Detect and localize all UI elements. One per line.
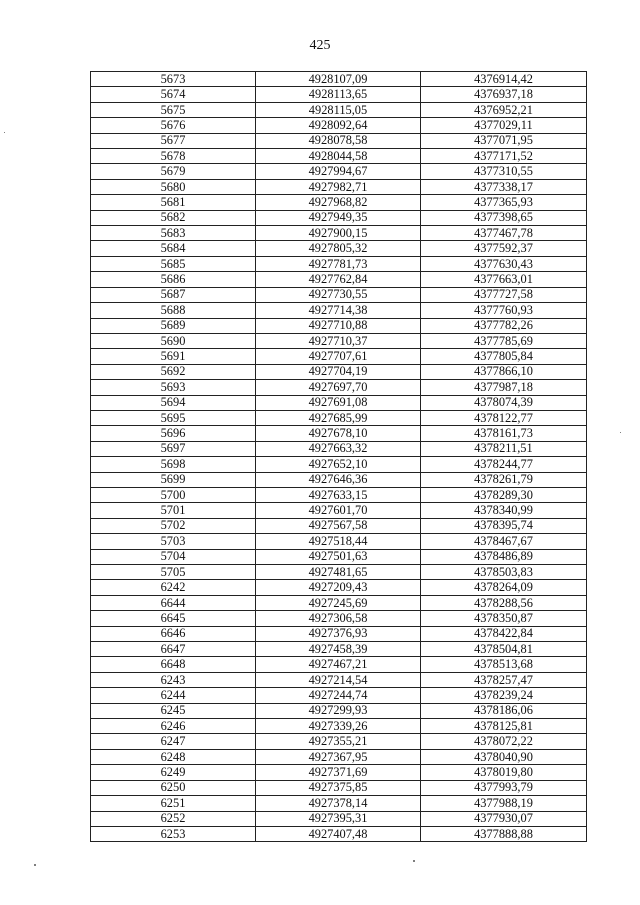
- point-number-cell: 5682: [91, 210, 256, 225]
- point-number-cell: 5700: [91, 487, 256, 502]
- y-coordinate-cell: 4378257,47: [421, 672, 587, 687]
- point-number-cell: 5673: [91, 72, 256, 87]
- x-coordinate-cell: 4927710,88: [256, 318, 421, 333]
- table-row: [91, 210, 587, 225]
- x-coordinate-cell: 4927375,85: [256, 780, 421, 795]
- x-coordinate-cell: 4927704,19: [256, 364, 421, 379]
- y-coordinate-cell: 4378513,68: [421, 657, 587, 672]
- x-coordinate-cell: 4927567,58: [256, 518, 421, 533]
- table-row: [91, 164, 587, 179]
- point-number-cell: 5704: [91, 549, 256, 564]
- y-coordinate-cell: 4378395,74: [421, 518, 587, 533]
- point-number-cell: 5683: [91, 226, 256, 241]
- table-row: [91, 472, 587, 487]
- x-coordinate-cell: 4927710,37: [256, 333, 421, 348]
- point-number-cell: 5676: [91, 118, 256, 133]
- table-row: [91, 318, 587, 333]
- x-coordinate-cell: 4927467,21: [256, 657, 421, 672]
- point-number-cell: 6245: [91, 703, 256, 718]
- x-coordinate-cell: 4927707,61: [256, 349, 421, 364]
- point-number-cell: 6249: [91, 765, 256, 780]
- point-number-cell: 5691: [91, 349, 256, 364]
- point-number-cell: 6252: [91, 811, 256, 826]
- table-row: [91, 395, 587, 410]
- y-coordinate-cell: 4377310,55: [421, 164, 587, 179]
- x-coordinate-cell: 4928078,58: [256, 133, 421, 148]
- y-coordinate-cell: 4377930,07: [421, 811, 587, 826]
- x-coordinate-cell: 4927355,21: [256, 734, 421, 749]
- point-number-cell: 5685: [91, 256, 256, 271]
- table-row: [91, 749, 587, 764]
- x-coordinate-cell: 4927633,15: [256, 487, 421, 502]
- point-number-cell: 6644: [91, 595, 256, 610]
- x-coordinate-cell: 4927245,69: [256, 595, 421, 610]
- x-coordinate-cell: 4927339,26: [256, 719, 421, 734]
- table-row: [91, 534, 587, 549]
- y-coordinate-cell: 4378422,84: [421, 626, 587, 641]
- y-coordinate-cell: 4378486,89: [421, 549, 587, 564]
- y-coordinate-cell: 4378186,06: [421, 703, 587, 718]
- y-coordinate-cell: 4377338,17: [421, 179, 587, 194]
- point-number-cell: 6253: [91, 826, 256, 841]
- y-coordinate-cell: 4377467,78: [421, 226, 587, 241]
- point-number-cell: 5678: [91, 149, 256, 164]
- y-coordinate-cell: 4377592,37: [421, 241, 587, 256]
- point-number-cell: 6646: [91, 626, 256, 641]
- table-row: [91, 565, 587, 580]
- y-coordinate-cell: 4377987,18: [421, 380, 587, 395]
- point-number-cell: 5696: [91, 426, 256, 441]
- point-number-cell: 5702: [91, 518, 256, 533]
- x-coordinate-cell: 4927949,35: [256, 210, 421, 225]
- y-coordinate-cell: 4378244,77: [421, 457, 587, 472]
- y-coordinate-cell: 4377071,95: [421, 133, 587, 148]
- x-coordinate-cell: 4927214,54: [256, 672, 421, 687]
- point-number-cell: 5698: [91, 457, 256, 472]
- y-coordinate-cell: 4378504,81: [421, 642, 587, 657]
- x-coordinate-cell: 4927982,71: [256, 179, 421, 194]
- x-coordinate-cell: 4927299,93: [256, 703, 421, 718]
- point-number-cell: 5705: [91, 565, 256, 580]
- x-coordinate-cell: 4927714,38: [256, 303, 421, 318]
- point-number-cell: 6647: [91, 642, 256, 657]
- table-row: [91, 826, 587, 841]
- table-row: [91, 195, 587, 210]
- table-row: [91, 303, 587, 318]
- scan-speck: [413, 860, 415, 862]
- table-row: [91, 595, 587, 610]
- scan-speck: [620, 432, 621, 433]
- point-number-cell: 5694: [91, 395, 256, 410]
- y-coordinate-cell: 4378350,87: [421, 611, 587, 626]
- table-row: [91, 426, 587, 441]
- x-coordinate-cell: 4927646,36: [256, 472, 421, 487]
- point-number-cell: 6648: [91, 657, 256, 672]
- y-coordinate-cell: 4377663,01: [421, 272, 587, 287]
- y-coordinate-cell: 4378040,90: [421, 749, 587, 764]
- x-coordinate-cell: 4928092,64: [256, 118, 421, 133]
- table-row: [91, 580, 587, 595]
- table-row: [91, 780, 587, 795]
- x-coordinate-cell: 4927481,65: [256, 565, 421, 580]
- x-coordinate-cell: 4927244,74: [256, 688, 421, 703]
- table-row: [91, 364, 587, 379]
- point-number-cell: 5674: [91, 87, 256, 102]
- y-coordinate-cell: 4377866,10: [421, 364, 587, 379]
- y-coordinate-cell: 4377760,93: [421, 303, 587, 318]
- y-coordinate-cell: 4376914,42: [421, 72, 587, 87]
- x-coordinate-cell: 4928107,09: [256, 72, 421, 87]
- y-coordinate-cell: 4378239,24: [421, 688, 587, 703]
- point-number-cell: 5681: [91, 195, 256, 210]
- y-coordinate-cell: 4378503,83: [421, 565, 587, 580]
- y-coordinate-cell: 4378019,80: [421, 765, 587, 780]
- x-coordinate-cell: 4927900,15: [256, 226, 421, 241]
- coordinates-table-body: [91, 72, 587, 842]
- x-coordinate-cell: 4927730,55: [256, 287, 421, 302]
- y-coordinate-cell: 4377805,84: [421, 349, 587, 364]
- x-coordinate-cell: 4928113,65: [256, 87, 421, 102]
- point-number-cell: 6645: [91, 611, 256, 626]
- table-row: [91, 272, 587, 287]
- x-coordinate-cell: 4928044,58: [256, 149, 421, 164]
- x-coordinate-cell: 4927376,93: [256, 626, 421, 641]
- table-row: [91, 333, 587, 348]
- point-number-cell: 5680: [91, 179, 256, 194]
- table-row: [91, 380, 587, 395]
- table-row: [91, 642, 587, 657]
- table-row: [91, 87, 587, 102]
- table-row: [91, 441, 587, 456]
- table-row: [91, 133, 587, 148]
- x-coordinate-cell: 4927685,99: [256, 410, 421, 425]
- table-row: [91, 703, 587, 718]
- x-coordinate-cell: 4927395,31: [256, 811, 421, 826]
- table-row: [91, 734, 587, 749]
- point-number-cell: 5690: [91, 333, 256, 348]
- table-row: [91, 487, 587, 502]
- y-coordinate-cell: 4378340,99: [421, 503, 587, 518]
- point-number-cell: 5697: [91, 441, 256, 456]
- point-number-cell: 6250: [91, 780, 256, 795]
- x-coordinate-cell: 4927781,73: [256, 256, 421, 271]
- y-coordinate-cell: 4377365,93: [421, 195, 587, 210]
- y-coordinate-cell: 4378074,39: [421, 395, 587, 410]
- y-coordinate-cell: 4377993,79: [421, 780, 587, 795]
- y-coordinate-cell: 4378467,67: [421, 534, 587, 549]
- point-number-cell: 6248: [91, 749, 256, 764]
- y-coordinate-cell: 4377888,88: [421, 826, 587, 841]
- x-coordinate-cell: 4927663,32: [256, 441, 421, 456]
- x-coordinate-cell: 4928115,05: [256, 102, 421, 117]
- y-coordinate-cell: 4377727,58: [421, 287, 587, 302]
- point-number-cell: 5675: [91, 102, 256, 117]
- point-number-cell: 6246: [91, 719, 256, 734]
- x-coordinate-cell: 4927407,48: [256, 826, 421, 841]
- y-coordinate-cell: 4378264,09: [421, 580, 587, 595]
- scan-speck: [4, 132, 5, 133]
- point-number-cell: 6247: [91, 734, 256, 749]
- y-coordinate-cell: 4378288,56: [421, 595, 587, 610]
- y-coordinate-cell: 4376952,21: [421, 102, 587, 117]
- table-row: [91, 688, 587, 703]
- scan-speck: [34, 864, 36, 866]
- x-coordinate-cell: 4927518,44: [256, 534, 421, 549]
- point-number-cell: 5693: [91, 380, 256, 395]
- y-coordinate-cell: 4378211,51: [421, 441, 587, 456]
- x-coordinate-cell: 4927378,14: [256, 796, 421, 811]
- y-coordinate-cell: 4378072,22: [421, 734, 587, 749]
- table-row: [91, 765, 587, 780]
- page-number: 425: [309, 38, 331, 53]
- y-coordinate-cell: 4376937,18: [421, 87, 587, 102]
- point-number-cell: 5687: [91, 287, 256, 302]
- table-row: [91, 811, 587, 826]
- table-row: [91, 72, 587, 87]
- y-coordinate-cell: 4377171,52: [421, 149, 587, 164]
- table-row: [91, 719, 587, 734]
- y-coordinate-cell: 4377029,11: [421, 118, 587, 133]
- y-coordinate-cell: 4378161,73: [421, 426, 587, 441]
- x-coordinate-cell: 4927601,70: [256, 503, 421, 518]
- table-row: [91, 149, 587, 164]
- x-coordinate-cell: 4927652,10: [256, 457, 421, 472]
- x-coordinate-cell: 4927367,95: [256, 749, 421, 764]
- table-row: [91, 626, 587, 641]
- x-coordinate-cell: 4927209,43: [256, 580, 421, 595]
- point-number-cell: 5695: [91, 410, 256, 425]
- point-number-cell: 5677: [91, 133, 256, 148]
- x-coordinate-cell: 4927968,82: [256, 195, 421, 210]
- table-row: [91, 410, 587, 425]
- table-row: [91, 549, 587, 564]
- y-coordinate-cell: 4378261,79: [421, 472, 587, 487]
- table-row: [91, 503, 587, 518]
- table-row: [91, 226, 587, 241]
- point-number-cell: 5688: [91, 303, 256, 318]
- x-coordinate-cell: 4927371,69: [256, 765, 421, 780]
- y-coordinate-cell: 4377785,69: [421, 333, 587, 348]
- point-number-cell: 5684: [91, 241, 256, 256]
- x-coordinate-cell: 4927697,70: [256, 380, 421, 395]
- table-row: [91, 518, 587, 533]
- y-coordinate-cell: 4378289,30: [421, 487, 587, 502]
- y-coordinate-cell: 4377988,19: [421, 796, 587, 811]
- x-coordinate-cell: 4927458,39: [256, 642, 421, 657]
- y-coordinate-cell: 4377782,26: [421, 318, 587, 333]
- point-number-cell: 5699: [91, 472, 256, 487]
- table-row: [91, 102, 587, 117]
- table-row: [91, 457, 587, 472]
- point-number-cell: 6242: [91, 580, 256, 595]
- point-number-cell: 5686: [91, 272, 256, 287]
- x-coordinate-cell: 4927306,58: [256, 611, 421, 626]
- x-coordinate-cell: 4927678,10: [256, 426, 421, 441]
- point-number-cell: 5689: [91, 318, 256, 333]
- coordinates-table: [90, 71, 587, 842]
- y-coordinate-cell: 4377630,43: [421, 256, 587, 271]
- point-number-cell: 5703: [91, 534, 256, 549]
- table-row: [91, 672, 587, 687]
- table-row: [91, 241, 587, 256]
- point-number-cell: 6244: [91, 688, 256, 703]
- table-row: [91, 118, 587, 133]
- point-number-cell: 5679: [91, 164, 256, 179]
- x-coordinate-cell: 4927501,63: [256, 549, 421, 564]
- point-number-cell: 6243: [91, 672, 256, 687]
- x-coordinate-cell: 4927762,84: [256, 272, 421, 287]
- table-row: [91, 657, 587, 672]
- table-row: [91, 349, 587, 364]
- point-number-cell: 5692: [91, 364, 256, 379]
- table-row: [91, 796, 587, 811]
- x-coordinate-cell: 4927691,08: [256, 395, 421, 410]
- x-coordinate-cell: 4927805,32: [256, 241, 421, 256]
- point-number-cell: 6251: [91, 796, 256, 811]
- table-row: [91, 611, 587, 626]
- point-number-cell: 5701: [91, 503, 256, 518]
- y-coordinate-cell: 4378125,81: [421, 719, 587, 734]
- table-row: [91, 287, 587, 302]
- table-row: [91, 179, 587, 194]
- x-coordinate-cell: 4927994,67: [256, 164, 421, 179]
- y-coordinate-cell: 4377398,65: [421, 210, 587, 225]
- table-row: [91, 256, 587, 271]
- y-coordinate-cell: 4378122,77: [421, 410, 587, 425]
